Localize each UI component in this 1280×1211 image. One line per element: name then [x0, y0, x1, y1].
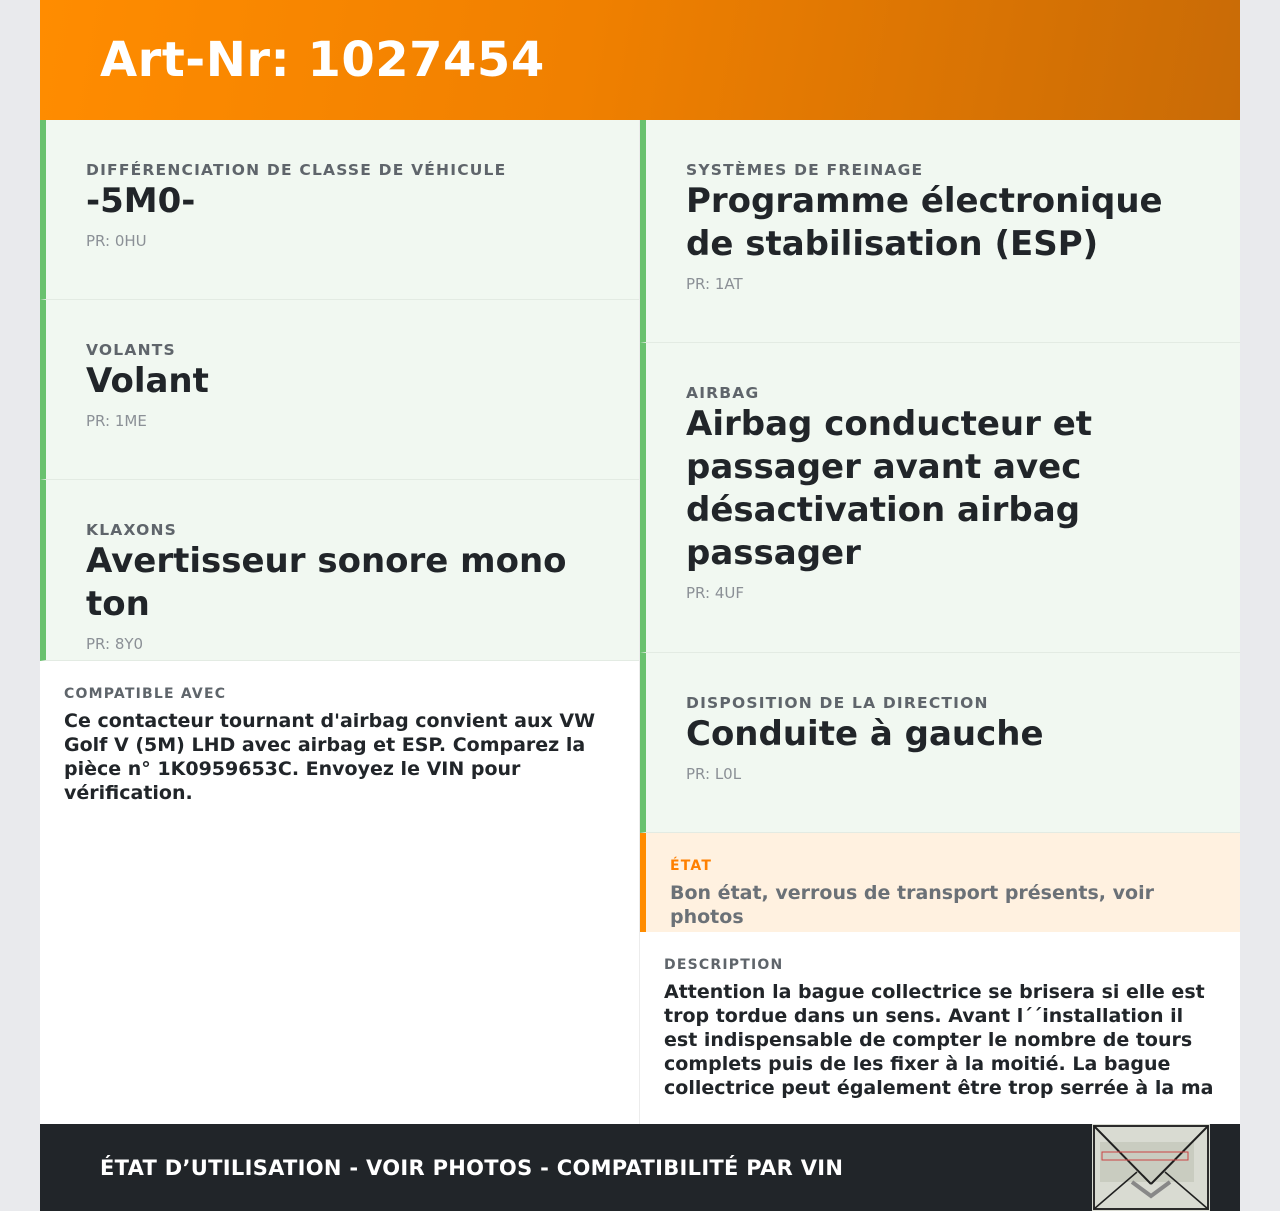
- spec-pr-code: PR: 1AT: [686, 275, 743, 293]
- product-photo-thumbnail[interactable]: [1092, 1124, 1210, 1211]
- spec-label: DISPOSITION DE LA DIRECTION: [686, 694, 989, 712]
- product-sheet: [40, 0, 1240, 1211]
- spec-card-steering-side: [640, 653, 1240, 833]
- spec-card-airbag: [640, 343, 1240, 653]
- compatible-label: COMPATIBLE AVEC: [64, 686, 227, 702]
- spec-label: AIRBAG: [686, 384, 760, 402]
- condition-label: ÉTAT: [670, 858, 713, 874]
- spec-pr-code: PR: 1ME: [86, 412, 147, 430]
- spec-value: Programme électronique de stabilisation (ESP): [686, 181, 1163, 264]
- article-number-title: Art-Nr: 1027454: [100, 32, 545, 88]
- content-columns: [40, 120, 1240, 1124]
- right-column: [640, 120, 1240, 1124]
- spec-value: Airbag conducteur et passager avant avec désactivation airbag passager: [686, 404, 1093, 573]
- spec-card-braking: [640, 120, 1240, 343]
- spec-label: DIFFÉRENCIATION DE CLASSE DE VÉHICULE: [86, 161, 507, 179]
- compatible-text: Ce contacteur tournant d'airbag convient aux VW Golf V (5M) LHD avec airbag et ESP. Comparez la pièce n° 1K0959653C. Envoyez le VIN pour vérification.: [64, 710, 596, 804]
- condition-section: [640, 833, 1240, 932]
- left-column: [40, 120, 640, 1124]
- spec-pr-code: PR: 4UF: [686, 584, 744, 602]
- spec-card-horn: [40, 480, 639, 661]
- spec-label: VOLANTS: [86, 341, 176, 359]
- description-text: Attention la bague collectrice se brisera si elle est trop tordue dans un sens. Avant l´´installation il est indispensable de compter le nombre de tours complets puis de les fixer à la moitié. La bague collectrice peut également être trop serrée à la ma: [664, 981, 1214, 1099]
- spec-value: -5M0-: [86, 181, 196, 221]
- spec-value: Avertisseur sonore mono ton: [86, 541, 567, 624]
- condition-text: Bon état, verrous de transport présents, voir photos: [670, 882, 1154, 928]
- spec-pr-code: PR: L0L: [686, 765, 742, 783]
- description-section: [640, 932, 1240, 1100]
- spec-value: Volant: [86, 361, 209, 401]
- spec-label: SYSTÈMES DE FREINAGE: [686, 161, 924, 179]
- spec-card-vehicle-class: [40, 120, 639, 300]
- spec-pr-code: PR: 0HU: [86, 232, 147, 250]
- photo-thumbnail-icon: [1092, 1124, 1210, 1211]
- spec-card-steering-wheel: [40, 300, 639, 480]
- spec-label: KLAXONS: [86, 521, 177, 539]
- footer-text: ÉTAT D’UTILISATION - VOIR PHOTOS - COMPATIBILITÉ PAR VIN: [100, 1155, 844, 1180]
- description-label: DESCRIPTION: [664, 957, 784, 973]
- header-bar: [40, 0, 1240, 120]
- spec-value: Conduite à gauche: [686, 714, 1044, 754]
- footer-bar: [40, 1124, 1240, 1211]
- compatible-section: [40, 661, 639, 805]
- spec-pr-code: PR: 8Y0: [86, 635, 144, 653]
